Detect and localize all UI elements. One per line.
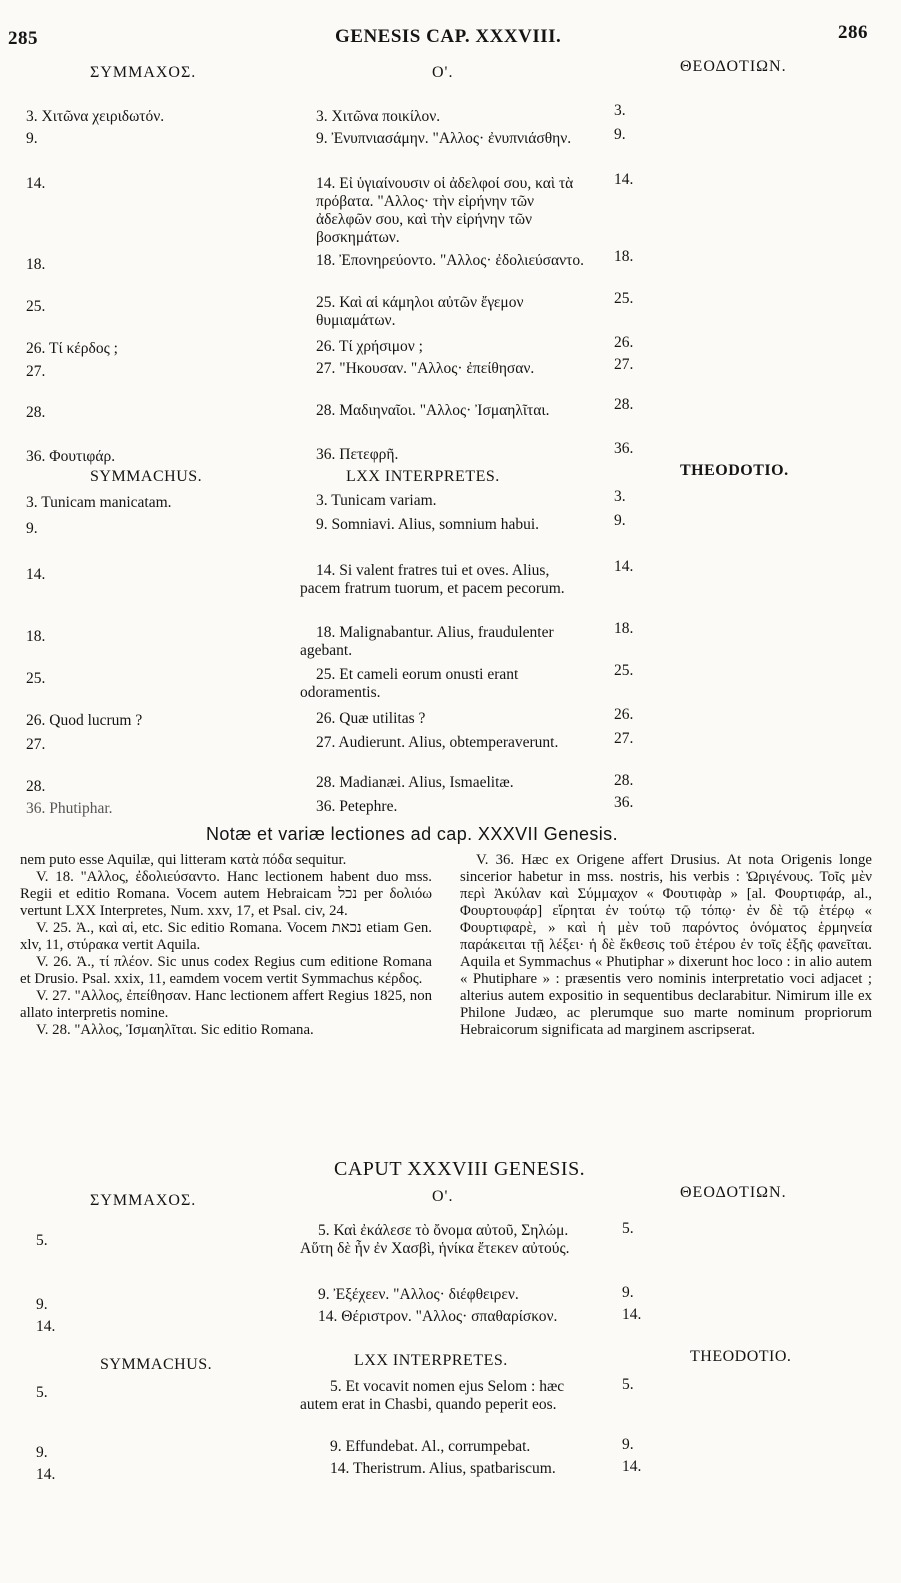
lxx-cell: 9. Somniavi. Alius, somnium habui. <box>316 516 540 533</box>
symmachus-cell: 27. <box>26 363 46 380</box>
lxx-cell: 36. Petephre. <box>316 798 398 815</box>
page-number-left: 285 <box>8 28 38 49</box>
theodotion-cell: 26. <box>614 334 634 351</box>
lxx-cell: 14. Si valent fratres tui et oves. Alius, pacem fratrum tuorum, et pacem pecorum. <box>300 562 565 597</box>
lxx-cell: 14. Θέριστρον. "Αλλος· σπαθαρίσκον. <box>318 1308 558 1325</box>
note-paragraph: V. 25. Ἀ., καὶ αἱ, etc. Sic editio Romana. Vocem נכאת etiam Gen. xlv, 11, στύρακα vertit Aquila. <box>20 920 432 953</box>
lxx-cell: 18. Ἐπονηρεύοντο. "Αλλος· ἐδολιεύσαντο. <box>316 252 584 269</box>
note-paragraph: V. 26. Ἀ., τί πλέον. Sic unus codex Regius cum editione Romana et Drusio. Psal. xxix, 11, eamdem vocem vertit Symmachus κέρδος. <box>20 954 432 987</box>
symmachus-cell: 3. Tunicam manicatam. <box>26 494 172 511</box>
note-paragraph: nem puto esse Aquilæ, qui litteram κατὰ πόδα sequitur. <box>20 852 347 868</box>
symmachus-cell: 3. Χιτῶνα χειριδωτόν. <box>26 108 165 125</box>
lxx-cell: 26. Quæ utilitas ? <box>316 710 426 727</box>
lxx-cell: 26. Τί χρήσιμον ; <box>316 338 423 355</box>
symmachus-cell: 9. <box>26 520 38 537</box>
lxx-cell: 27. "Ηκουσαν. "Αλλος· ἐπείθησαν. <box>316 360 535 377</box>
symmachus-cell: 28. <box>26 404 46 421</box>
symmachus-cell: 9. <box>36 1296 48 1313</box>
symmachus-cell: 25. <box>26 298 46 315</box>
symmachus-cell: 25. <box>26 670 46 687</box>
lxx-cell: 5. Et vocavit nomen ejus Selom : hæc autem erat in Chasbi, quando peperit eos. <box>300 1378 565 1413</box>
theodotion-cell: 25. <box>614 662 634 679</box>
running-title: GENESIS CAP. XXXVIII. <box>335 26 562 47</box>
symmachus-cell: 18. <box>26 628 46 645</box>
header-symmachus-latin: SYMMACHUS. <box>90 468 203 485</box>
note-paragraph: V. 27. "Αλλος, ἐπείθησαν. Hanc lectionem affert Regius 1825, non allato interpretis nomine. <box>20 988 432 1021</box>
symmachus-cell: 14. <box>26 175 46 192</box>
symmachus-cell: 14. <box>36 1318 56 1335</box>
header-symmachus-latin: SYMMACHUS. <box>100 1356 213 1373</box>
theodotion-cell: 28. <box>614 396 634 413</box>
lxx-cell: 9. Ἐνυπνιασάμην. "Αλλος· ἐνυπνιάσθην. <box>316 130 572 147</box>
theodotion-cell: 26. <box>614 706 634 723</box>
theodotion-cell: 14. <box>622 1306 642 1323</box>
lxx-cell: 14. Theristrum. Alius, spatbariscum. <box>330 1460 556 1477</box>
theodotion-cell: 36. <box>614 440 634 457</box>
lxx-cell: 25. Καὶ αἱ κάμηλοι αὐτῶν ἔγεμον θυμιαμάτων. <box>316 294 524 329</box>
lxx-cell: 28. Madianæi. Alius, Ismaelitæ. <box>316 774 514 791</box>
theodotion-cell: 5. <box>622 1220 634 1237</box>
theodotion-cell: 25. <box>614 290 634 307</box>
note-paragraph: V. 36. Hæc ex Origene affert Drusius. At nota Origenis longe sincerior habetur in mss. nostris, his verbis : Ὠριγένους. Τοῖς μὲν περὶ Ἀκύλαν καὶ Σύμμαχον « Φουτιφὰρ » [al. Φουρτιφάρ, al., Φουρτουφάρ] εἴρηται ἐν τούτῳ τῷ τόπῳ· ἐν δὲ τῷ ἑτέρῳ « Φουρτιφαρὲ, » καὶ ἡ μὲν τοῦ παρόντος ὀνόματος ἑρμηνεία παράκειται τῇ λέξει· ἡ δὲ ἔκθεσις τοῦ ἑτέρου ἐν τοῖς ἑξῆς φανεῖται. Aquila et Symmachus « Phutiphar » dixerunt hoc loco : in alio autem « Phutiphare » : præsentis vero nominis interpretatio voci adjacet ; alterius autem expositio in sequentibus declarabitur. Nimirum ille ex Philone Judæo, ac plerumque suo marte nominum propriorum Hebraicorum significata ad marginem ascripserat. <box>460 852 872 1038</box>
theodotion-cell: 18. <box>614 248 634 265</box>
lxx-cell: 28. Μαδιηναῖοι. "Αλλος· Ἰσμαηλῖται. <box>316 402 550 419</box>
symmachus-cell: 26. Τί κέρδος ; <box>26 340 118 357</box>
symmachus-cell: 5. <box>36 1232 48 1249</box>
lxx-cell: 25. Et cameli eorum onusti erant odoramentis. <box>300 666 519 701</box>
theodotion-cell: 14. <box>614 558 634 575</box>
symmachus-cell: 5. <box>36 1384 48 1401</box>
lxx-cell: 14. Εἰ ὑγιαίνουσιν οἱ ἀδελφοί σου, καὶ τὰ πρόβατα. "Αλλος· τὴν εἰρήνην τῶν ἀδελφῶν σου, καὶ τὴν εἰρήνην τῶν βοσκημάτων. <box>316 175 574 246</box>
symmachus-cell: 26. Quod lucrum ? <box>26 712 143 729</box>
lxx-cell: 3. Χιτῶνα ποικίλον. <box>316 108 441 125</box>
header-theodotion-greek: ΘΕΟΔΟΤΙΩΝ. <box>680 1184 787 1201</box>
header-symmachus-greek: ΣΥΜΜΑΧΟΣ. <box>90 64 197 81</box>
theodotion-cell: 14. <box>614 171 634 188</box>
symmachus-cell: 27. <box>26 736 46 753</box>
note-paragraph: V. 18. "Αλλος, ἐδολιεύσαντο. Hanc lectionem habent duo mss. Regii et editio Romana. Vocem autem Hebraicam נכל per δολιόω vertunt LXX Interpretes, Num. xxv, 17, et Psal. civ, 24. <box>20 869 432 919</box>
notes-left-column <box>20 852 432 1039</box>
header-symmachus-greek: ΣΥΜΜΑΧΟΣ. <box>90 1192 197 1209</box>
lxx-cell: 18. Malignabantur. Alius, fraudulenter agebant. <box>300 624 554 659</box>
theodotion-cell: 9. <box>622 1284 634 1301</box>
header-theodotion-latin: THEODOTIO. <box>690 1348 792 1365</box>
symmachus-cell: 18. <box>26 256 46 273</box>
symmachus-cell: 9. <box>36 1444 48 1461</box>
theodotion-cell: 9. <box>614 512 626 529</box>
theodotion-cell: 3. <box>614 102 626 119</box>
theodotion-cell: 27. <box>614 730 634 747</box>
notes-title: Notæ et variæ lectiones ad cap. XXXVII Genesis. <box>206 824 618 844</box>
header-lxx-latin: LXX INTERPRETES. <box>346 468 500 485</box>
header-theodotion-greek: ΘΕΟΔΟΤΙΩΝ. <box>680 58 787 75</box>
theodotion-cell: 36. <box>614 794 634 811</box>
theodotion-cell: 9. <box>614 126 626 143</box>
theodotion-cell: 14. <box>622 1458 642 1475</box>
symmachus-cell: 36. Phutiphar. <box>26 800 113 817</box>
symmachus-cell: 36. Φουτιφάρ. <box>26 448 116 465</box>
chapter-title: CAPUT XXXVIII GENESIS. <box>334 1158 586 1180</box>
lxx-cell: 3. Tunicam variam. <box>316 492 437 509</box>
theodotion-cell: 3. <box>614 488 626 505</box>
symmachus-cell: 9. <box>26 130 38 147</box>
theodotion-cell: 5. <box>622 1376 634 1393</box>
theodotion-cell: 27. <box>614 356 634 373</box>
header-lxx-latin: LXX INTERPRETES. <box>354 1352 508 1369</box>
symmachus-cell: 14. <box>36 1466 56 1483</box>
lxx-cell: 9. Effundebat. Al., corrumpebat. <box>330 1438 531 1455</box>
lxx-cell: 9. Ἐξέχεεν. "Αλλος· διέφθειρεν. <box>318 1286 519 1303</box>
header-lxx-greek: O'. <box>432 1188 454 1205</box>
notes-right-column <box>460 852 872 1039</box>
theodotion-cell: 9. <box>622 1436 634 1453</box>
symmachus-cell: 28. <box>26 778 46 795</box>
lxx-cell: 27. Audierunt. Alius, obtemperaverunt. <box>316 734 559 751</box>
page-number-right: 286 <box>838 22 868 43</box>
lxx-cell: 36. Πετεφρῆ. <box>316 446 399 463</box>
symmachus-cell: 14. <box>26 566 46 583</box>
header-lxx-greek: O'. <box>432 64 454 81</box>
lxx-cell: 5. Καὶ ἐκάλεσε τὸ ὄνομα αὐτοῦ, Σηλώμ. Αὕτη δὲ ἦν ἐν Χασβὶ, ἡνίκα ἔτεκεν αὐτούς. <box>300 1222 570 1257</box>
theodotion-cell: 18. <box>614 620 634 637</box>
note-paragraph: V. 28. "Αλλος, Ἰσμαηλῖται. Sic editio Romana. <box>36 1022 314 1038</box>
theodotion-cell: 28. <box>614 772 634 789</box>
header-theodotion-latin: THEODOTIO. <box>680 462 789 479</box>
